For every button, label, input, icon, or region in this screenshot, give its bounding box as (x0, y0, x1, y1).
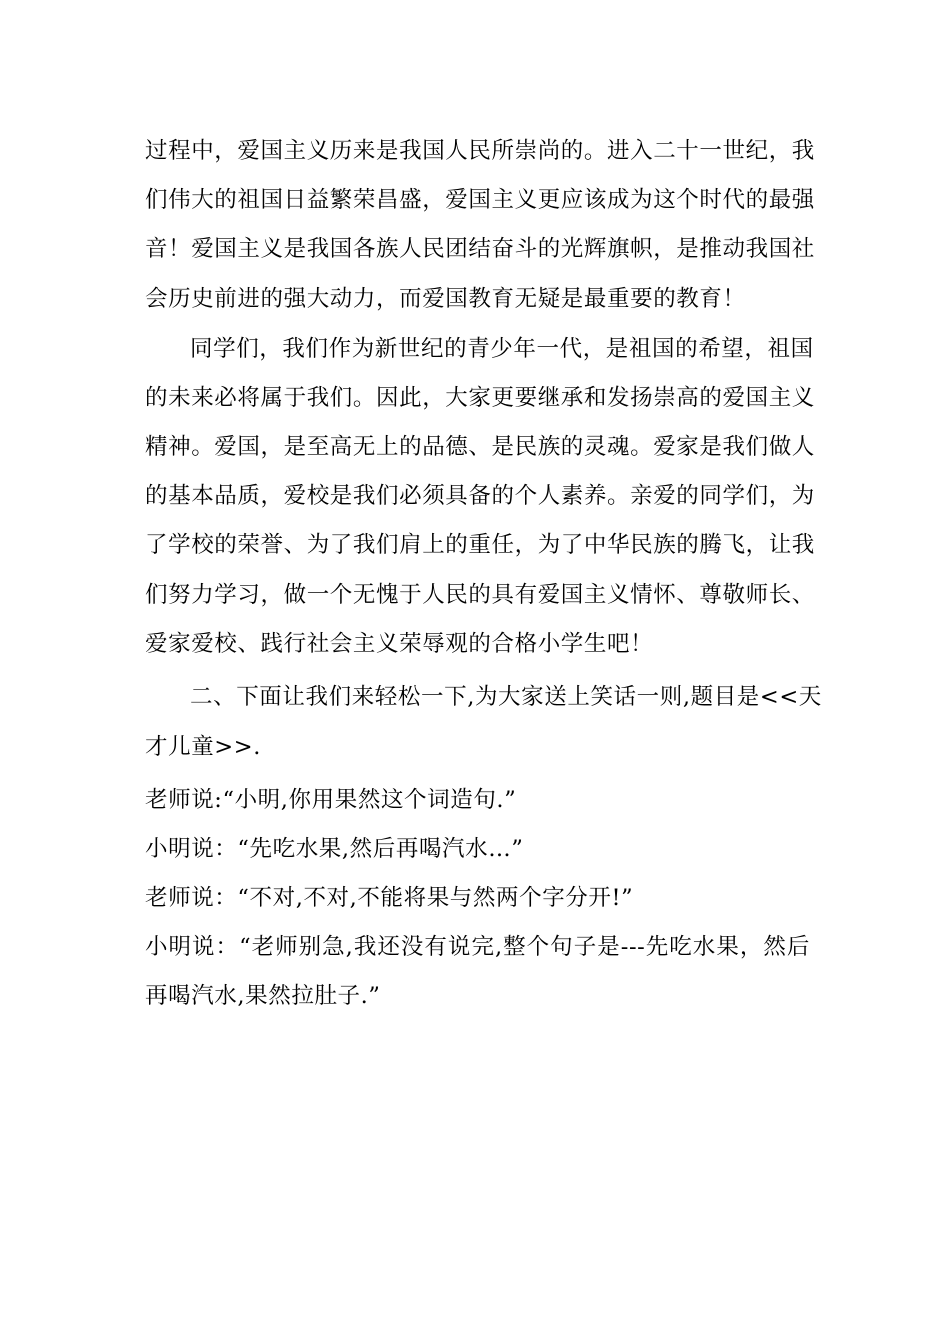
paragraph-2-line: 了学校的荣誉、为了我们肩上的重任，为了中华民族的腾飞，让我 (145, 532, 815, 558)
dialogue-line: 老师说:“小明,你用果然这个词造句.” (145, 787, 517, 813)
paragraph-2-line: 的基本品质，爱校是我们必须具备的个人素养。亲爱的同学们，为 (145, 483, 815, 509)
paragraph-2-line: 的未来必将属于我们。因此，大家更要继承和发扬崇高的爱国主义 (145, 385, 815, 411)
paragraph-2-line: 们努力学习，做一个无愧于人民的具有爱国主义情怀、尊敬师长、 (145, 582, 815, 608)
paragraph-1-line: 会历史前进的强大动力，而爱国教育无疑是最重要的教育！ (145, 286, 746, 312)
paragraph-1-line: 们伟大的祖国日益繁荣昌盛，爱国主义更应该成为这个时代的最强 (145, 187, 815, 213)
paragraph-2-line: 精神。爱国，是至高无上的品德、是民族的灵魂。爱家是我们做人 (145, 434, 815, 460)
dialogue-line: 小明说：“老师别急,我还没有说完,整个句子是---先吃水果，然后 (145, 934, 810, 960)
dialogue-line: 小明说：“先吃水果,然后再喝汽水…” (145, 836, 524, 862)
section-2-line: 才儿童>>. (145, 734, 261, 760)
paragraph-2-line: 同学们，我们作为新世纪的青少年一代，是祖国的希望，祖国 (190, 336, 814, 362)
dialogue-line: 再喝汽水,果然拉肚子.” (145, 983, 381, 1009)
paragraph-2-line: 爱家爱校、践行社会主义荣辱观的合格小学生吧！ (145, 631, 654, 657)
section-2-line: 二、下面让我们来轻松一下,为大家送上笑话一则,题目是<<天 (190, 684, 822, 710)
paragraph-1-line: 过程中，爱国主义历来是我国人民所崇尚的。进入二十一世纪，我 (145, 138, 815, 164)
dialogue-line: 老师说：“不对,不对,不能将果与然两个字分开!” (145, 885, 634, 911)
paragraph-1-line: 音！爱国主义是我国各族人民团结奋斗的光辉旗帜，是推动我国社 (145, 236, 815, 262)
